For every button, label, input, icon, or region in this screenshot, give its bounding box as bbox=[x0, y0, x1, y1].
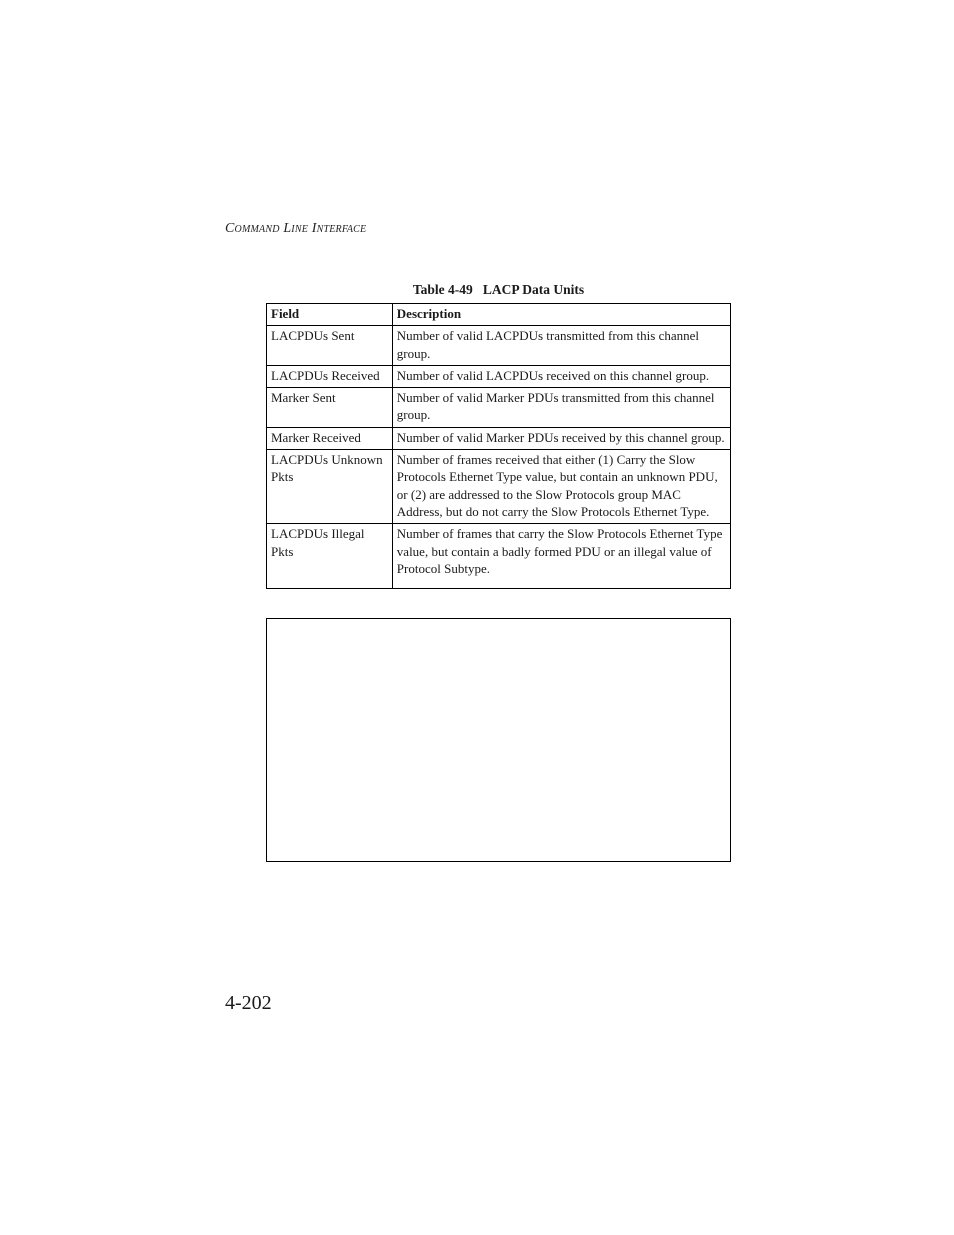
field-cell: Marker Received bbox=[267, 427, 393, 449]
table-header-row bbox=[267, 304, 731, 326]
table-caption: Table 4-49 LACP Data Units bbox=[412, 282, 585, 297]
description-cell: Number of frames received that either (1) Carry the Slow Protocols Ethernet Type value, but contain an unknown PDU, or (2) are addressed to the Slow Protocols group MAC Address, but do not carry the Slow Protocols Ethernet Type. bbox=[392, 450, 730, 524]
description-cell: Number of frames that carry the Slow Protocols Ethernet Type value, but contain a badly formed PDU or an illegal value of Protocol Subtype. bbox=[392, 524, 730, 589]
description-cell: Number of valid Marker PDUs received by this channel group. bbox=[392, 427, 730, 449]
table-row bbox=[267, 326, 731, 366]
example-box bbox=[266, 618, 731, 862]
table-row bbox=[267, 450, 731, 524]
table-row bbox=[267, 524, 731, 589]
table-row bbox=[267, 427, 731, 449]
page-number: 4-202 bbox=[225, 992, 272, 1014]
field-cell: LACPDUs Unknown Pkts bbox=[267, 450, 393, 524]
field-cell: Marker Sent bbox=[267, 388, 393, 428]
column-header-field: Field bbox=[267, 304, 393, 326]
description-cell: Number of valid Marker PDUs transmitted from this channel group. bbox=[392, 388, 730, 428]
running-header: Command Line Interface bbox=[225, 221, 367, 236]
column-header-description: Description bbox=[392, 304, 730, 326]
description-cell: Number of valid LACPDUs transmitted from this channel group. bbox=[392, 326, 730, 366]
lacp-data-units-table bbox=[266, 303, 731, 589]
table-row bbox=[267, 388, 731, 428]
field-cell: LACPDUs Sent bbox=[267, 326, 393, 366]
table-row bbox=[267, 365, 731, 387]
field-cell: LACPDUs Illegal Pkts bbox=[267, 524, 393, 589]
field-cell: LACPDUs Received bbox=[267, 365, 393, 387]
description-cell: Number of valid LACPDUs received on this channel group. bbox=[392, 365, 730, 387]
